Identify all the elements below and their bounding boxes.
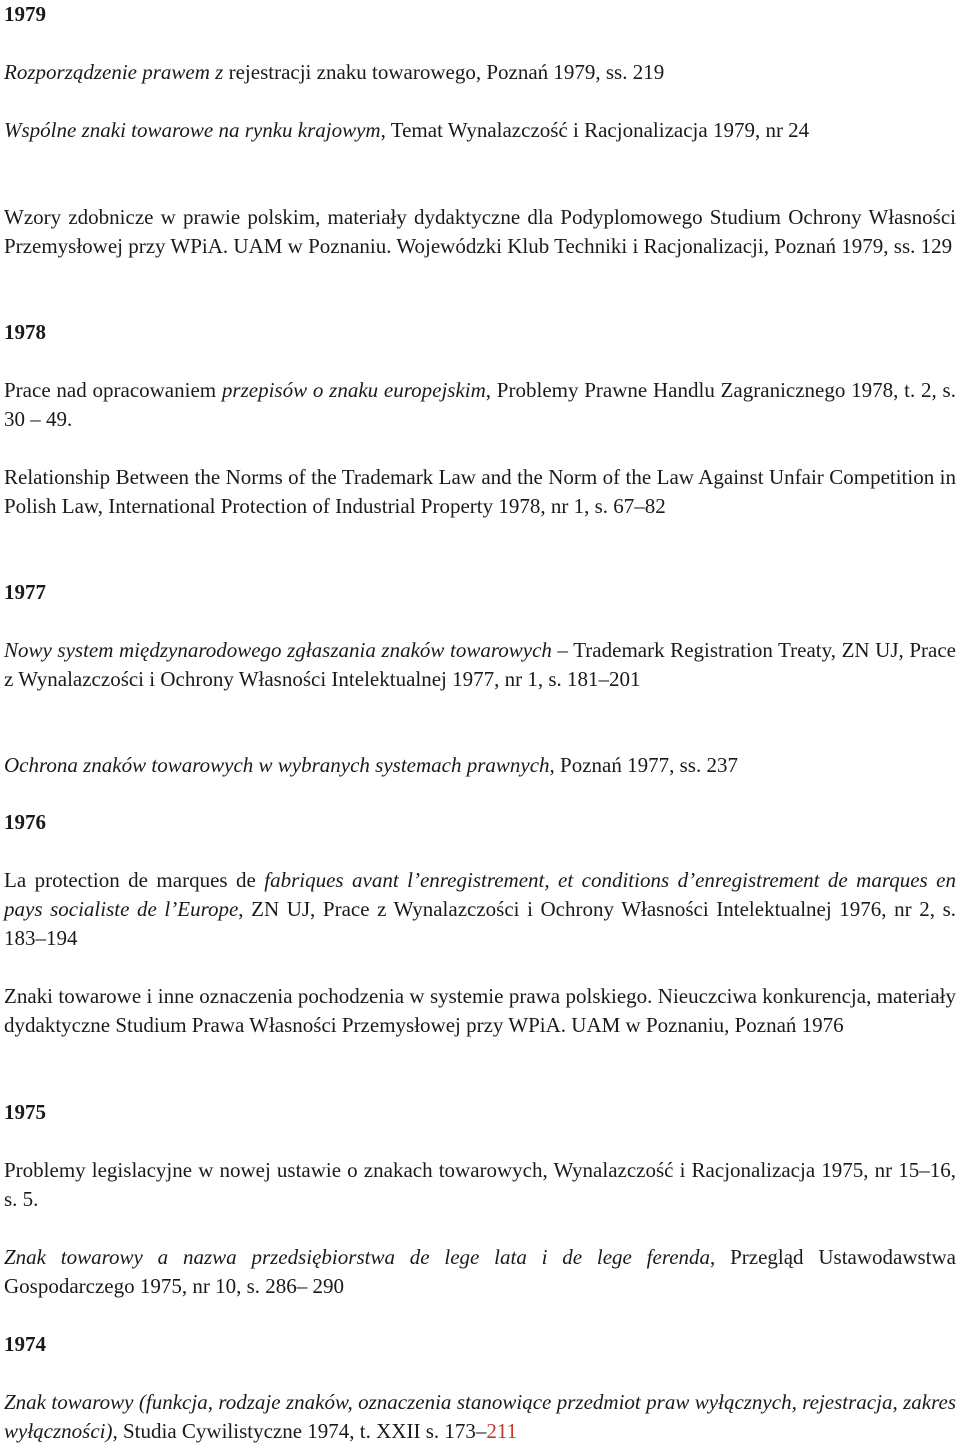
entry-text: La protection de marques de — [4, 868, 265, 892]
entry-text: , Poznań 1977, ss. 237 — [549, 753, 738, 777]
entry-title-italic: Wspólne znaki towarowe na rynku krajowym — [4, 118, 381, 142]
year-heading: 1978 — [4, 320, 46, 344]
entry-text: Relationship Between the Norms of the Trademark Law and the Norm of the Law Against Unfair Competition in Polish Law, International Protection of Industrial Property 1978, nr 1, s. 67–82 — [4, 465, 956, 518]
year-heading: 1974 — [4, 1332, 46, 1356]
entry-text: rejestracji znaku towarowego, Poznań 1979, ss. 219 — [228, 60, 665, 84]
bibliography-entry — [4, 203, 956, 261]
entry-text: – Trademark Registration Treaty, ZN UJ, Prace z Wynalazczości i Ochrony Własności Intelektualnej 1977, nr 1, s. 181–201 — [4, 638, 956, 691]
entry-text: Prace nad opracowaniem — [4, 378, 222, 402]
bibliography-entry — [4, 376, 956, 434]
entry-text: Problemy legislacyjne w nowej ustawie o znakach towarowych, Wynalazczość i Racjonalizacja 1975, nr 15–16, s. 5. — [4, 1158, 956, 1211]
year-heading: 1976 — [4, 810, 46, 834]
bibliography-entry — [4, 982, 956, 1040]
bibliography-entry — [4, 463, 956, 521]
entry-text: , Przegląd Ustawodawstwa Gospodarczego 1975, nr 10, s. 286– 290 — [4, 1245, 956, 1298]
entry-text: Znaki towarowe i inne oznaczenia pochodzenia w systemie prawa polskiego. Nieuczciwa konkurencja, materiały dydaktyczne Studium Prawa Własności Przemysłowej przy WPiA. UAM w Poznaniu, Poznań 1976 — [4, 984, 956, 1037]
bibliography-entry — [4, 1388, 956, 1446]
bibliography-entry — [4, 866, 956, 953]
bibliography-entry — [4, 751, 956, 780]
bibliography-entry — [4, 1156, 956, 1214]
entry-title-italic: Ochrona znaków towarowych w wybranych systemach prawnych — [4, 753, 550, 777]
year-heading: 1979 — [4, 2, 46, 26]
bibliography-entry — [4, 1243, 956, 1301]
entry-title-italic: przepisów o znaku europejskim — [221, 378, 486, 402]
bibliography-entry — [4, 636, 956, 694]
entry-text: , Temat Wynalazczość i Racjonalizacja 1979, nr 24 — [380, 118, 810, 142]
entry-title-italic: Znak towarowy a nazwa przedsiębiorstwa de lege lata i de lege ferenda — [4, 1245, 711, 1269]
year-heading: 1977 — [4, 580, 46, 604]
entry-text: Wzory zdobnicze w prawie polskim, materiały dydaktyczne dla Podyplomowego Studium Ochrony Własności Przemysłowej przy WPiA. UAM w Poznaniu. Wojewódzki Klub Techniki i Racjonalizacji, Poznań 1979, ss. 129 — [4, 205, 956, 258]
entry-text: , ZN UJ, Prace z Wynalazczości i Ochrony Własności Intelektualnej 1976, nr 2, s. 183–194 — [4, 897, 956, 950]
bibliography-entry — [4, 58, 956, 87]
entry-text: , Problemy Prawne Handlu Zagranicznego 1978, t. 2, s. 30 – 49. — [4, 378, 956, 431]
entry-title-italic: fabriques avant l’enregistrement, et conditions d’enregistrement de marques en pays socialiste de l’Europe — [4, 868, 956, 921]
year-heading: 1975 — [4, 1100, 46, 1124]
bibliography-entry — [4, 116, 956, 145]
entry-text: , Studia Cywilistyczne 1974, t. XXII s. 173– — [112, 1419, 487, 1443]
entry-title-italic: Nowy system międzynarodowego zgłaszania znaków towarowych — [4, 638, 552, 662]
page-number-highlight: 211 — [486, 1419, 518, 1443]
entry-title-italic: Znak towarowy (funkcja, rodzaje znaków, oznaczenia stanowiące przedmiot praw wyłącznych, rejestracja, zakres wyłączności) — [4, 1390, 956, 1443]
entry-title-italic: Rozporządzenie prawem z — [4, 60, 229, 84]
